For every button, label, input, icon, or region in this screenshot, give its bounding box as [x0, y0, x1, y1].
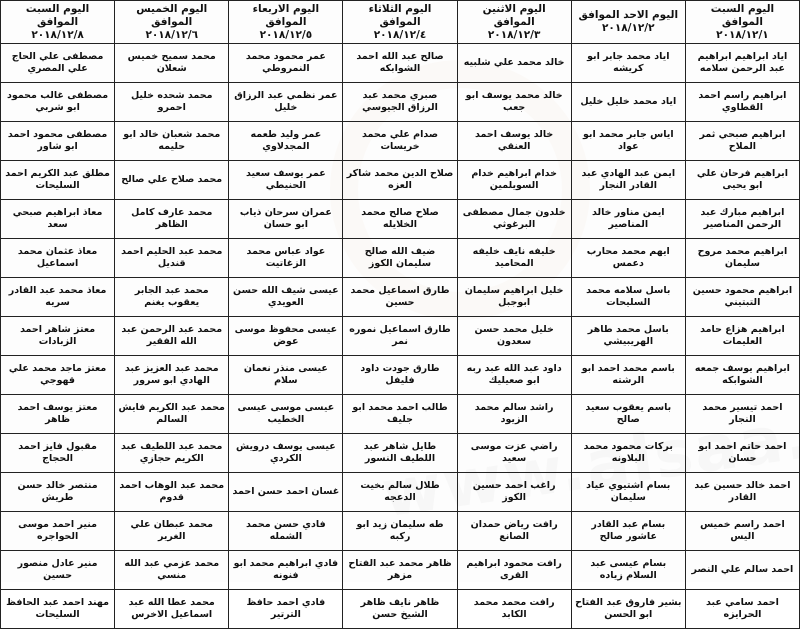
name-cell: خالد محمد يوسف ابو جعب — [457, 83, 571, 122]
name-cell: عمر وليد طعمه المجدلاوي — [229, 122, 343, 161]
name-cell: ابراهيم راسم احمد القطاوي — [685, 83, 799, 122]
name-cell: راضي عزت موسى سعيد — [457, 434, 571, 473]
day-date: ٢٠١٨/١٢/٤ — [373, 28, 427, 41]
name-cell: عمر نظمي عبد الرزاق خليل — [229, 83, 343, 122]
day-date: ٢٠١٨/١٢/٥ — [259, 28, 313, 41]
day-header — [1, 1, 115, 44]
day-label: اليوم الاحد الموافق — [578, 9, 679, 21]
name-cell: عيسى محفوظ موسى عوض — [229, 317, 343, 356]
name-cell: فادي ابراهيم محمد ابو فنونه — [229, 551, 343, 590]
name-cell: اياد محمد جابر ابو كريشه — [571, 44, 685, 83]
name-cell: عيسى شيف الله حسن العويدي — [229, 278, 343, 317]
name-cell: صبري محمد عبد الرزاق الجيوسي — [343, 83, 457, 122]
table-row — [1, 356, 800, 395]
day-header — [685, 1, 799, 44]
name-cell: اياد محمد خليل خليل — [571, 83, 685, 122]
table-row — [1, 317, 800, 356]
table-row — [1, 590, 800, 629]
name-cell: عيسى موسى عيسى الخطيب — [229, 395, 343, 434]
name-cell: رافت رياض حمدان الصانع — [457, 512, 571, 551]
name-cell: ضيف الله صالح سليمان الكوز — [343, 239, 457, 278]
table-row — [1, 512, 800, 551]
table-row — [1, 551, 800, 590]
name-cell: محمد عزمي عبد الله منسي — [115, 551, 229, 590]
name-cell: اياس جابر محمد ابو عواد — [571, 122, 685, 161]
name-cell: عيسى يوسف درويش الكردي — [229, 434, 343, 473]
name-cell: ابراهيم محمد مروح سليمان — [685, 239, 799, 278]
name-cell: معاذ محمد عبد القادر سريه — [1, 278, 115, 317]
name-cell: بسام اشتيوي عياد سليمان — [571, 473, 685, 512]
name-cell: بشير فاروق عبد الفتاح ابو الحسن — [571, 590, 685, 629]
name-cell: طارق جودت داود فليفل — [343, 356, 457, 395]
table-row — [1, 122, 800, 161]
name-cell: خليفه نايف خليفه المحاميد — [457, 239, 571, 278]
name-cell: صدام علي محمد خريسات — [343, 122, 457, 161]
name-cell: راشد سالم محمد الزيود — [457, 395, 571, 434]
name-cell: محمد عبد الرحمن عبد الله الفقير — [115, 317, 229, 356]
name-cell: مهند احمد عبد الحافظ السليحات — [1, 590, 115, 629]
name-cell: مصطفى علي الحاج علي المصري — [1, 44, 115, 83]
table-row — [1, 395, 800, 434]
name-cell: احمد تيسير محمد النجار — [685, 395, 799, 434]
name-cell: احمد سامي عبد الحرايزه — [685, 590, 799, 629]
name-cell: محمد عبطان علي الغرير — [115, 512, 229, 551]
table-row — [1, 83, 800, 122]
day-label: اليوم الاربعاء الموافق — [252, 2, 320, 28]
name-cell: عمران سرحان ذياب ابو حسان — [229, 200, 343, 239]
name-cell: صالح عبد الله احمد الشوابكه — [343, 44, 457, 83]
name-cell: ابراهيم يوسف جمعه الشوابكه — [685, 356, 799, 395]
day-label: اليوم الثلاثاء الموافق — [368, 2, 432, 28]
name-cell: احمد خالد حسين عبد القادر — [685, 473, 799, 512]
name-cell: فادي حسن محمد الشمله — [229, 512, 343, 551]
name-cell: خدام ابراهيم خدام السويلمين — [457, 161, 571, 200]
table-row — [1, 239, 800, 278]
name-cell: محمد عطا الله عبد اسماعيل الاخرس — [115, 590, 229, 629]
name-cell: خالد يوسف احمد العنقي — [457, 122, 571, 161]
name-cell: بسام عيسى عبد السلام زياده — [571, 551, 685, 590]
name-cell: ابراهيم هزاع حامد العليمات — [685, 317, 799, 356]
name-cell: خليل ابراهيم سليمان ابوجبل — [457, 278, 571, 317]
day-label: اليوم السبت الموافق — [710, 2, 775, 28]
name-cell: عواد عباس محمد الزغاتيت — [229, 239, 343, 278]
day-date: ٢٠١٨/١٢/٦ — [145, 28, 198, 41]
day-header — [229, 1, 343, 44]
name-cell: محمد عبد الوهاب احمد قدوم — [115, 473, 229, 512]
name-cell: منير عادل منصور حسين — [1, 551, 115, 590]
name-cell: معتز شاهر احمد الزبادات — [1, 317, 115, 356]
name-cell: ظاهر محمد عبد الفتاح مزهر — [343, 551, 457, 590]
day-label: اليوم السبت الموافق — [25, 2, 90, 28]
name-cell: ابراهيم محمود حسين التبتيني — [685, 278, 799, 317]
day-date: ٢٠١٨/١٢/٢ — [602, 22, 655, 34]
name-cell: بركات محمود محمد البلاونه — [571, 434, 685, 473]
name-cell: باسل محمد طاهر الهريبيشي — [571, 317, 685, 356]
name-cell: مصطفى محمود احمد ابو شاور — [1, 122, 115, 161]
name-cell: محمد صلاح علي صالح — [115, 161, 229, 200]
name-cell: محمد شعبان خالد ابو حليمه — [115, 122, 229, 161]
table-row — [1, 278, 800, 317]
name-cell: ظاهر نايف ظاهر الشيخ حسن — [343, 590, 457, 629]
day-header — [343, 1, 457, 44]
day-header — [457, 1, 571, 44]
table-row — [1, 473, 800, 512]
name-cell: راغب احمد حسين الكوز — [457, 473, 571, 512]
name-cell: عمر محمود محمد النمروطي — [229, 44, 343, 83]
name-cell: خليل محمد حسن سعدون — [457, 317, 571, 356]
name-cell: معاذ ابراهيم صبحي سعد — [1, 200, 115, 239]
day-label: اليوم الاثنين الموافق — [482, 2, 546, 28]
name-cell: محمد عبد الكريم فايش السالم — [115, 395, 229, 434]
day-header — [115, 1, 229, 44]
table-row — [1, 434, 800, 473]
table-row — [1, 200, 800, 239]
name-cell: ابراهيم مبارك عبد الرحمن المناصير — [685, 200, 799, 239]
day-date: ٢٠١٨/١٢/١ — [716, 28, 769, 41]
name-cell: احمد راسم خميس اليس — [685, 512, 799, 551]
name-cell: عمر يوسف سعيد الحنيطي — [229, 161, 343, 200]
name-cell: اياد ابراهيم ابراهيم عبد الرحمن سلامه — [685, 44, 799, 83]
name-cell: ايمن عبد الهادي عبد القادر النجار — [571, 161, 685, 200]
name-cell: مطلق عبد الكريم احمد السليحات — [1, 161, 115, 200]
name-cell: محمد عبد الجابر يعقوب يغنم — [115, 278, 229, 317]
name-cell: احمد سالم علي النصر — [685, 551, 799, 590]
day-label: اليوم الخميس الموافق — [136, 2, 208, 28]
name-cell: محمد سميح خميس شعلان — [115, 44, 229, 83]
table-row — [1, 161, 800, 200]
name-cell: مقبول فايز احمد الحجاج — [1, 434, 115, 473]
name-cell: طارق اسماعيل نموره نمر — [343, 317, 457, 356]
name-cell: باسم يعقوب سعيد صالح — [571, 395, 685, 434]
name-cell: ايمن مناور خالد المناصير — [571, 200, 685, 239]
name-cell: طايل شاهر عبد اللطيف النسور — [343, 434, 457, 473]
table-row — [1, 44, 800, 83]
name-cell: محمد عارف كامل الظاهر — [115, 200, 229, 239]
name-cell: محمد عبد اللطيف عبد الكريم حجازي — [115, 434, 229, 473]
name-cell: خلدون جمال مصطفى البرغوثي — [457, 200, 571, 239]
name-cell: طالب احمد محمد ابو جليف — [343, 395, 457, 434]
name-cell: داود عبد الله عبد ربه ابو صعيليك — [457, 356, 571, 395]
name-cell: مصطفى غالب محمود ابو شربي — [1, 83, 115, 122]
name-cell: محمد عبد الحليم احمد قنديل — [115, 239, 229, 278]
name-cell: صلاح صالح محمد الخلايله — [343, 200, 457, 239]
header-row — [1, 1, 800, 44]
name-cell: احمد حاتم احمد ابو حسان — [685, 434, 799, 473]
name-cell: خالد محمد علي شلبيه — [457, 44, 571, 83]
name-cell: طه سليمان زيد ابو ركبه — [343, 512, 457, 551]
name-cell: محمد شحده خليل احمرو — [115, 83, 229, 122]
name-cell: طارق اسماعيل محمد حسين — [343, 278, 457, 317]
name-cell: معاذ عثمان محمد اسماعيل — [1, 239, 115, 278]
name-cell: باسل سلامه محمد السليحات — [571, 278, 685, 317]
name-cell: فادي احمد حافظ الترتير — [229, 590, 343, 629]
name-cell: ابراهيم صبحي ثمر الملاح — [685, 122, 799, 161]
day-date: ٢٠١٨/١٢/٣ — [487, 28, 541, 41]
name-cell: عيسى منذر نعمان سلام — [229, 356, 343, 395]
name-cell: رافت محمد محمد الكابد — [457, 590, 571, 629]
name-cell: ابراهيم فرحان علي ابو يحيى — [685, 161, 799, 200]
name-cell: ايهم محمد محارب دعمس — [571, 239, 685, 278]
day-date: ٢٠١٨/١٢/٨ — [31, 28, 84, 41]
name-cell: محمد عبد العزيز عبد الهادي ابو سرور — [115, 356, 229, 395]
name-cell: منتصر خالد حسن طريش — [1, 473, 115, 512]
name-cell: رافت محمود ابراهيم القرى — [457, 551, 571, 590]
name-cell: صلاح الدين محمد شاكر العزه — [343, 161, 457, 200]
name-cell: منير احمد موسى الحواجره — [1, 512, 115, 551]
name-cell: غسان احمد حسن احمد — [229, 473, 343, 512]
name-cell: طلال سالم بخيت الدعجه — [343, 473, 457, 512]
day-header — [571, 1, 685, 44]
name-cell: باسم محمد احمد ابو الرشته — [571, 356, 685, 395]
schedule-body — [1, 44, 800, 629]
name-cell: بسام عبد القادر عاشور صالح — [571, 512, 685, 551]
name-cell: معتز ماجد محمد علي قهوجي — [1, 356, 115, 395]
name-cell: معتز يوسف احمد ظاهر — [1, 395, 115, 434]
